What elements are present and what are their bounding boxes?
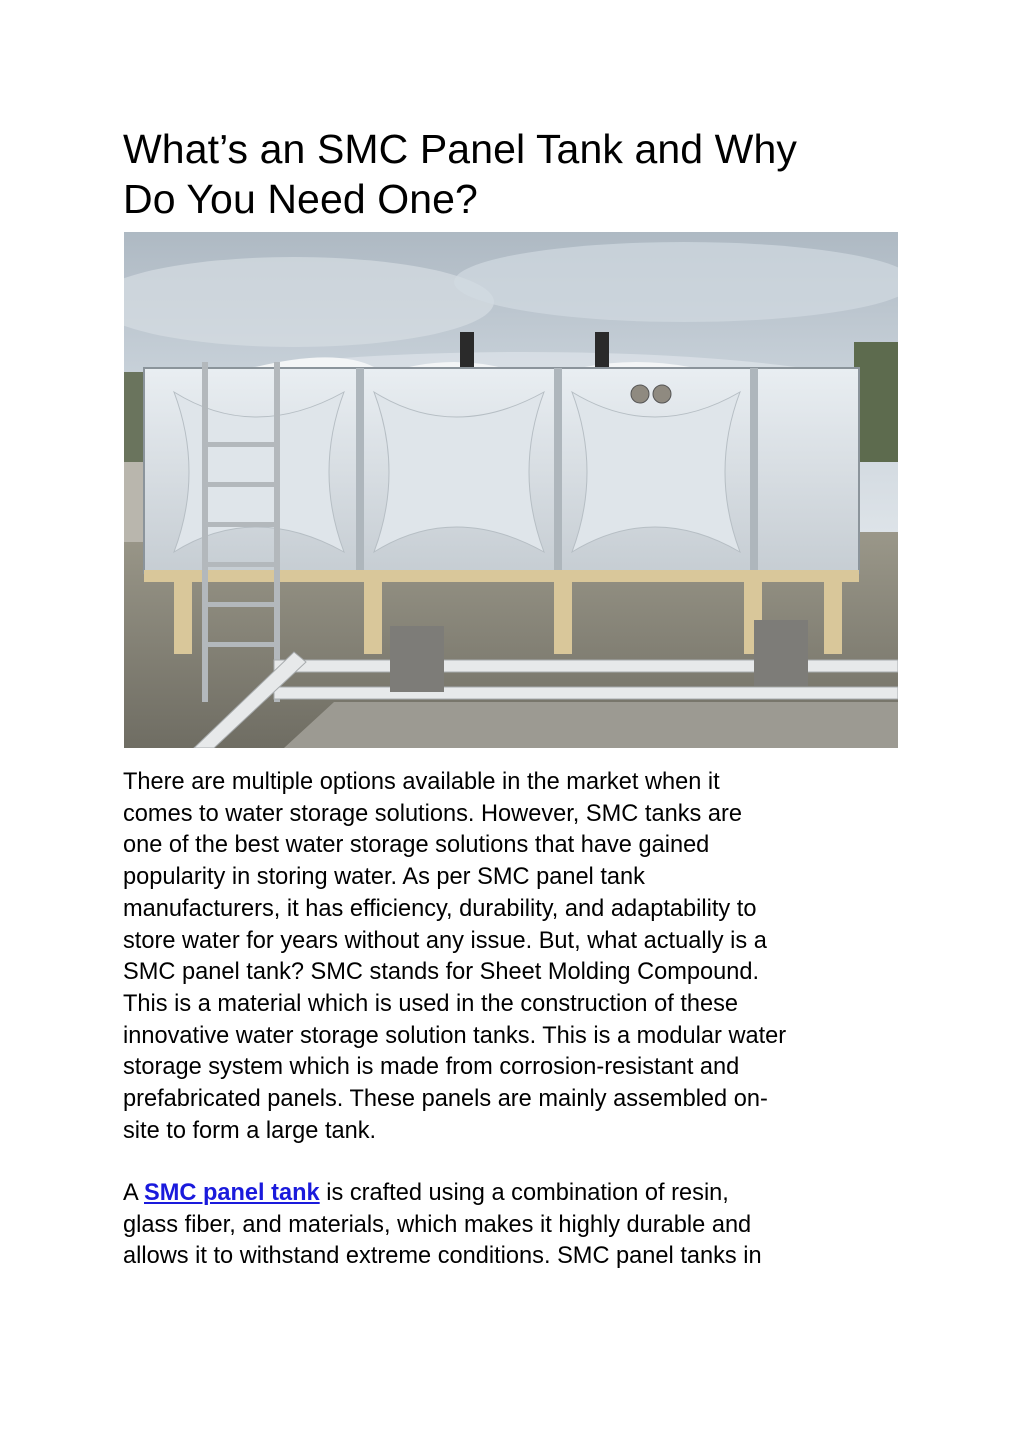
paragraph-text: is crafted using a combination of resin, (319, 1180, 729, 1206)
title-line: Do You Need One? (123, 176, 478, 222)
paragraph-line: storage system which is made from corrosion-resistant and (123, 1054, 740, 1081)
paragraph-line: popularity in storing water. As per SMC panel tank (123, 864, 645, 891)
paragraph-line: one of the best water storage solutions that have gained (123, 832, 710, 859)
paragraph-line (123, 1178, 913, 1210)
article-title (123, 124, 903, 224)
intro-paragraph (123, 767, 913, 1147)
paragraph-line: store water for years without any issue. But, what actually is a (123, 927, 767, 954)
paragraph-line: allows it to withstand extreme conditions. SMC panel tanks in (123, 1243, 762, 1270)
paragraph-line: There are multiple options available in the market when it (123, 769, 720, 795)
paragraph-line: manufacturers, it has efficiency, durability, and adaptability to (123, 895, 757, 922)
paragraph-prefix: A (123, 1180, 144, 1206)
paragraph-line: comes to water storage solutions. However, SMC tanks are (123, 800, 742, 827)
paragraph-line: prefabricated panels. These panels are mainly assembled on- (123, 1086, 768, 1113)
smc-panel-tank-photo (124, 232, 898, 748)
title-line: What’s an SMC Panel Tank and Why (123, 126, 797, 172)
smc-panel-tank-link[interactable]: SMC panel tank (144, 1180, 320, 1206)
definition-paragraph (123, 1178, 913, 1273)
paragraph-line: SMC panel tank? SMC stands for Sheet Molding Compound. (123, 959, 760, 986)
paragraph-line: innovative water storage solution tanks. This is a modular water (123, 1022, 787, 1049)
paragraph-line: glass fiber, and materials, which makes it highly durable and (123, 1211, 752, 1238)
paragraph-line: site to form a large tank. (123, 1117, 377, 1144)
paragraph-line: This is a material which is used in the construction of these (123, 990, 739, 1017)
